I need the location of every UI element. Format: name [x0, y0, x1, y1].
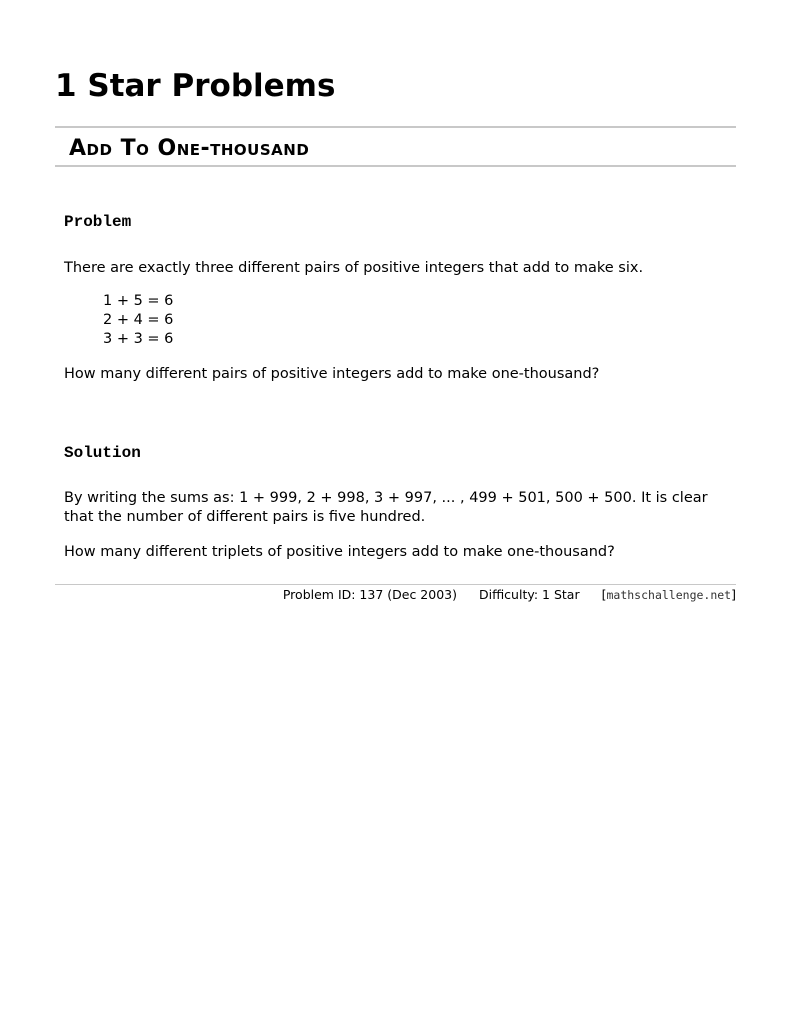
footer-rule: [55, 584, 736, 585]
difficulty: Difficulty: 1 Star: [479, 587, 580, 602]
equation-list: [103, 292, 173, 349]
footer: [55, 586, 736, 604]
problem-question: How many different pairs of positive integers add to make one-thousand?: [64, 366, 600, 382]
title-bottom-rule: [55, 165, 736, 167]
solution-text: By writing the sums as: 1 + 999, 2 + 998, 3 + 997, ... , 499 + 501, 500 + 500. It is clear that the number of different pairs is five hundred.: [64, 490, 708, 525]
equation-item: 3 + 3 = 6: [103, 331, 174, 347]
problem-intro: There are exactly three different pairs of positive integers that add to make six.: [64, 260, 644, 276]
problem-heading: Problem: [64, 213, 132, 231]
problem-title: Add To One-thousand: [69, 136, 310, 161]
site-link[interactable]: mathschallenge.net: [606, 588, 732, 602]
follow-up-question: How many different triplets of positive integers add to make one-thousand?: [64, 544, 615, 560]
equation-item: 1 + 5 = 6: [103, 293, 174, 309]
solution-heading: Solution: [64, 444, 141, 462]
site-bracket-open: [: [601, 587, 607, 602]
title-top-rule: [55, 126, 736, 128]
problem-id: Problem ID: 137 (Dec 2003): [282, 587, 457, 602]
site-bracket-close: ]: [731, 587, 736, 602]
page-title: 1 Star Problems: [55, 68, 336, 104]
equation-item: 2 + 4 = 6: [103, 312, 174, 328]
